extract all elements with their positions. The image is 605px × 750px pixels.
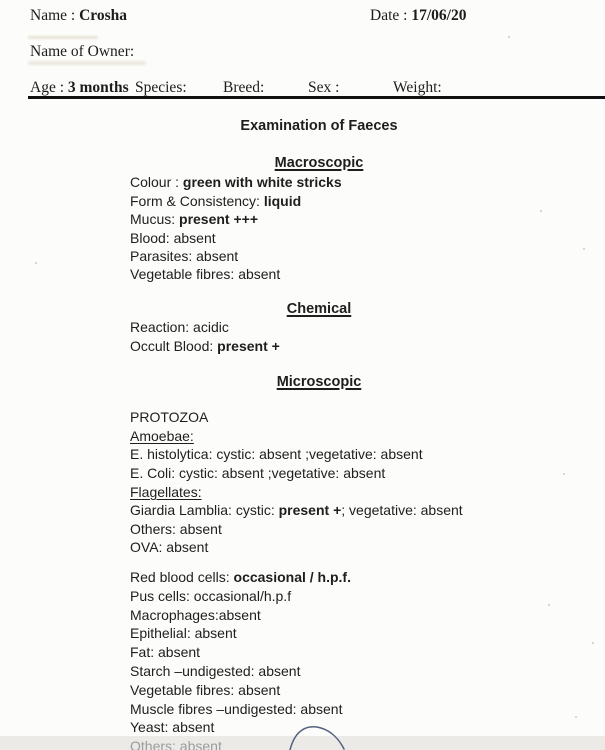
- parasites-row: [130, 248, 508, 265]
- amoebae-subheading: Amoebae:: [130, 428, 194, 444]
- ova-row: OVA: absent: [130, 539, 209, 555]
- flagellates-subheading: Flagellates:: [130, 484, 202, 500]
- blood-label: Blood:: [130, 230, 174, 246]
- muscle-fibres-row: Muscle fibres –undigested: absent: [130, 701, 343, 717]
- occult-label: Occult Blood:: [130, 338, 218, 354]
- vegetable-fibres-row-2: Vegetable fibres: absent: [130, 682, 281, 698]
- weight-field: Weight:: [393, 79, 442, 96]
- macroscopic-heading: Macroscopic: [274, 155, 364, 171]
- rbc-label: Red blood cells:: [130, 569, 234, 585]
- histolytica-row: E. histolytica: cystic: absent ;vegetative: absent: [130, 446, 423, 462]
- colour-row: [130, 174, 508, 191]
- chemical-heading: Chemical: [286, 301, 352, 317]
- blood-value: absent: [173, 230, 216, 246]
- giardia-label: Giardia Lamblia: cystic:: [130, 502, 279, 518]
- mucus-label: Mucus:: [130, 211, 180, 227]
- date-label: Date :: [370, 7, 412, 24]
- breed-field: Breed:: [223, 79, 265, 96]
- patient-name-row: [30, 7, 127, 25]
- others-row-2: Others: absent: [130, 738, 222, 750]
- parasites-value: absent: [196, 248, 239, 264]
- form-value: liquid: [263, 193, 302, 209]
- veg-value: absent: [238, 266, 281, 282]
- rbc-value: occasional / h.p.f.: [233, 569, 351, 585]
- giardia-row: [130, 502, 508, 519]
- scan-speckle: [563, 473, 565, 475]
- fat-row: Fat: absent: [130, 644, 201, 660]
- mucus-row: [130, 211, 508, 228]
- reaction-value: acidic: [193, 319, 229, 335]
- colour-label: Colour :: [130, 174, 183, 190]
- pus-cells-row: Pus cells: occasional/h.p.f: [130, 588, 292, 604]
- form-consistency-row: [130, 193, 508, 210]
- microscopic-heading: Microscopic: [276, 374, 362, 390]
- scan-speckle: [548, 604, 550, 606]
- scan-speckle: [508, 36, 510, 38]
- ecoli-row: E. Coli: cystic: absent ;vegetative: absent: [130, 465, 386, 481]
- mucus-value: present +++: [179, 211, 259, 227]
- giardia-value: present +: [278, 502, 342, 518]
- scan-speckle: [583, 248, 585, 250]
- age-value: 3 months: [67, 79, 129, 96]
- scan-speckle: [575, 716, 577, 718]
- protozoa-row: PROTOZOA: [130, 409, 209, 425]
- giardia-suffix: ; vegetative: absent: [341, 502, 463, 518]
- blood-row: [130, 230, 508, 247]
- scan-speckle: [35, 262, 37, 264]
- report-title: Examination of Faeces: [240, 118, 398, 134]
- scan-speckle: [540, 210, 542, 212]
- veg-label: Vegetable fibres:: [130, 266, 239, 282]
- occult-value: present +: [217, 338, 280, 354]
- macrophages-row: Macrophages:absent: [130, 607, 261, 623]
- reaction-row: [130, 319, 508, 336]
- occult-blood-row: [130, 338, 508, 355]
- vegetable-fibres-row: [130, 266, 508, 283]
- name-label: Name :: [30, 7, 80, 24]
- name-value: Crosha: [79, 7, 128, 24]
- others-row-1: Others: absent: [130, 521, 222, 537]
- red-blood-cells-row: [130, 569, 508, 586]
- sex-field: Sex :: [308, 79, 340, 96]
- scan-smudge: [28, 36, 98, 39]
- parasites-label: Parasites:: [130, 248, 197, 264]
- reaction-label: Reaction:: [130, 319, 194, 335]
- date-value: 17/06/20: [411, 7, 467, 24]
- epithelial-row: Epithelial: absent: [130, 625, 237, 641]
- yeast-row: Yeast: absent: [130, 719, 215, 735]
- scan-speckle: [592, 642, 594, 644]
- species-field: Species:: [135, 79, 187, 96]
- starch-row: Starch –undigested: absent: [130, 663, 301, 679]
- pen-stroke-path: [290, 727, 344, 750]
- owner-label: Name of Owner:: [30, 43, 135, 60]
- colour-value: green with white stricks: [182, 174, 342, 190]
- age-label: Age :: [30, 79, 68, 96]
- age-field: [30, 79, 129, 97]
- owner-row: [30, 43, 134, 61]
- scan-smudge: [28, 61, 146, 65]
- pen-stroke-mark: [283, 722, 351, 750]
- form-label: Form & Consistency:: [130, 193, 264, 209]
- date-row: [370, 7, 466, 25]
